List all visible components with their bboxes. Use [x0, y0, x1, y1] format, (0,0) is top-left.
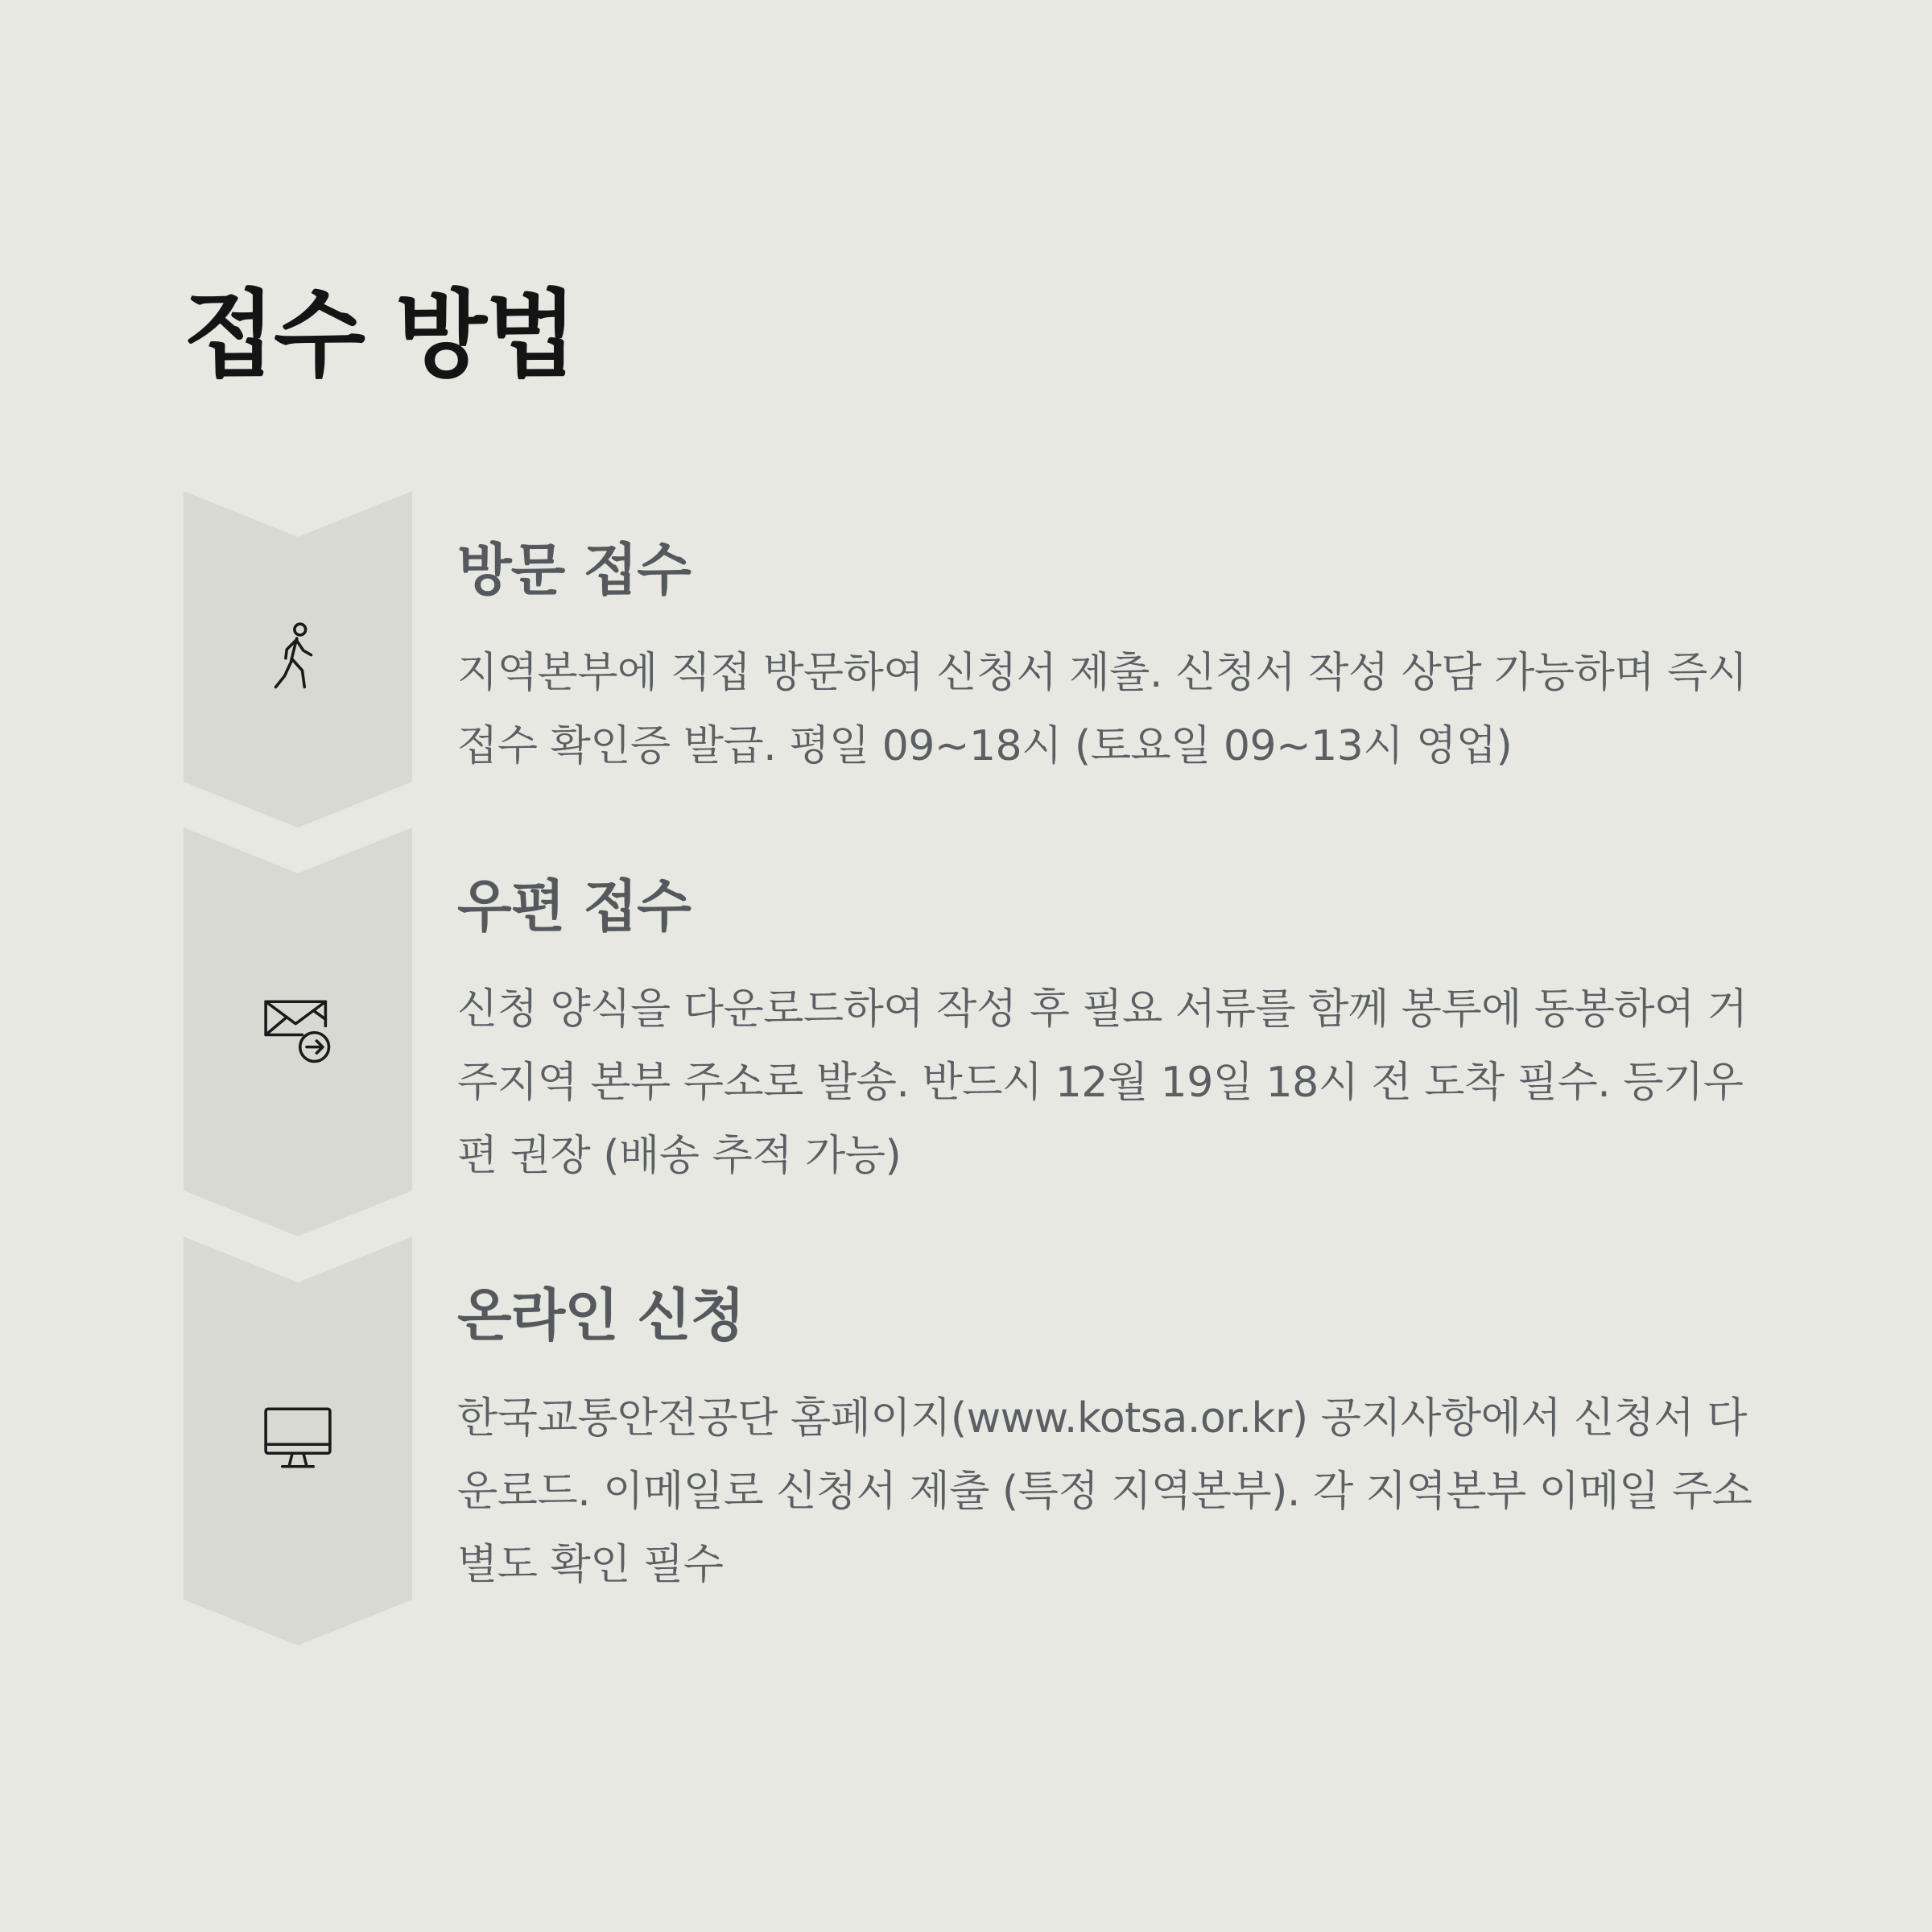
step-description: 지역본부에 직접 방문하여 신청서 제출. 신청서 작성 상담 가능하며 즉시 접수 확인증 발급. 평일 09~18시 (토요일 09~13시 영업) — [457, 648, 1748, 770]
step-online — [184, 1236, 1794, 1645]
page-title: 접수 방법 — [184, 279, 576, 390]
step-visit — [184, 491, 1794, 828]
desktop-monitor-icon — [262, 1402, 333, 1473]
step-description: 신청 양식을 다운로드하여 작성 후 필요 서류를 함께 봉투에 동봉하여 거주지역 본부 주소로 발송. 반드시 12월 19일 18시 전 도착 필수. 등기우편 권장 (배송 추적 가능) — [457, 985, 1748, 1180]
step-description: 한국교통안전공단 홈페이지(www.kotsa.or.kr) 공지사항에서 신청서 다운로드. 이메일로 신청서 제출 (특정 지역본부). 각 지역본부 이메일 주소 별도 확인 필수 — [457, 1393, 1752, 1589]
step-title: 온라인 신청 — [457, 1282, 745, 1348]
step-title: 방문 접수 — [457, 537, 691, 603]
mail-send-icon — [262, 995, 333, 1066]
step-title: 우편 접수 — [457, 873, 691, 939]
step-mail — [184, 828, 1794, 1236]
walking-person-icon — [262, 621, 333, 691]
